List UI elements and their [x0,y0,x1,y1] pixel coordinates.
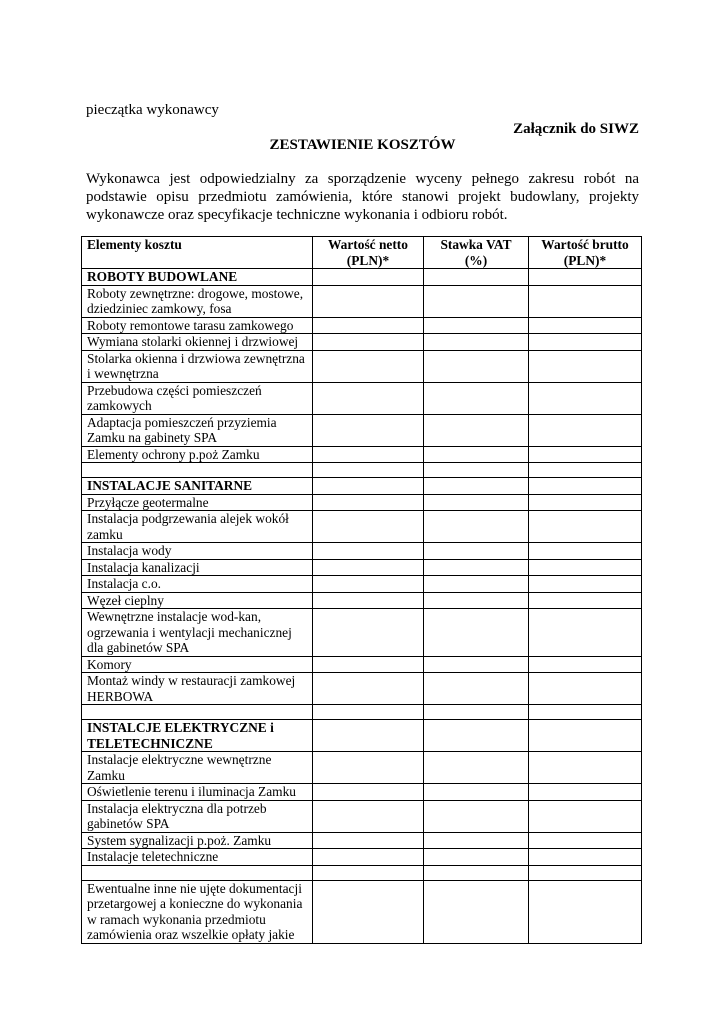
cost-element-cell [82,463,313,478]
table-row [82,350,642,382]
net-value-cell [313,800,424,832]
cost-element-cell: Instalacje teletechniczne [82,849,313,866]
net-value-cell [313,334,424,351]
vat-rate-cell [424,609,529,657]
gross-value-cell [529,494,642,511]
gross-value-cell [529,334,642,351]
column-header-cost-elements: Elementy kosztu [82,237,313,269]
table-row [82,576,642,593]
gross-value-cell [529,784,642,801]
vat-rate-cell [424,784,529,801]
gross-value-cell [529,463,642,478]
gross-value-cell [529,446,642,463]
net-value-cell [313,720,424,752]
table-row [82,543,642,560]
section-heading-cell: ROBOTY BUDOWLANE [82,269,313,286]
column-header-net-value: Wartość netto (PLN)* [313,237,424,269]
section-heading-cell: INSTALCJE ELEKTRYCZNE i TELETECHNICZNE [82,720,313,752]
cost-element-cell: Wymiana stolarki okiennej i drzwiowej [82,334,313,351]
net-value-cell [313,382,424,414]
gross-value-cell [529,382,642,414]
gross-value-cell [529,269,642,286]
table-row [82,752,642,784]
vat-rate-cell [424,478,529,495]
cost-element-cell: Adaptacja pomieszczeń przyziemia Zamku na gabinety SPA [82,414,313,446]
net-value-cell [313,784,424,801]
cost-element-cell: Instalacja podgrzewania alejek wokół zamku [82,511,313,543]
gross-value-cell [529,609,642,657]
vat-rate-cell [424,832,529,849]
net-value-cell [313,543,424,560]
cost-table-header [82,237,642,269]
table-row [82,849,642,866]
contractor-stamp-label: pieczątka wykonawcy [86,102,219,118]
cost-element-cell: Montaż windy w restauracji zamkowej HERBOWA [82,673,313,705]
table-row [82,334,642,351]
net-value-cell [313,559,424,576]
net-value-cell [313,592,424,609]
cost-element-cell: Roboty remontowe tarasu zamkowego [82,317,313,334]
net-value-cell [313,350,424,382]
net-value-cell [313,609,424,657]
gross-value-cell [529,559,642,576]
net-value-cell [313,414,424,446]
cost-element-cell: Instalacja elektryczna dla potrzeb gabinetów SPA [82,800,313,832]
table-row [82,592,642,609]
gross-value-cell [529,592,642,609]
cost-element-cell: Wewnętrzne instalacje wod-kan, ogrzewania i wentylacji mechanicznej dla gabinetów SPA [82,609,313,657]
cost-element-cell: Roboty zewnętrzne: drogowe, mostowe, dziedziniec zamkowy, fosa [82,285,313,317]
vat-rate-cell [424,382,529,414]
table-row [82,656,642,673]
vat-rate-cell [424,673,529,705]
table-row [82,784,642,801]
net-value-cell [313,705,424,720]
gross-value-cell [529,478,642,495]
net-value-cell [313,463,424,478]
cost-element-cell: Elementy ochrony p.poż Zamku [82,446,313,463]
gross-value-cell [529,800,642,832]
vat-rate-cell [424,494,529,511]
vat-rate-cell [424,334,529,351]
table-row [82,446,642,463]
gross-value-cell [529,880,642,943]
vat-rate-cell [424,720,529,752]
net-value-cell [313,576,424,593]
net-value-cell [313,478,424,495]
gross-value-cell [529,576,642,593]
vat-rate-cell [424,865,529,880]
cost-element-cell [82,705,313,720]
cost-element-cell: Przebudowa części pomieszczeń zamkowych [82,382,313,414]
gross-value-cell [529,285,642,317]
gross-value-cell [529,317,642,334]
table-row [82,382,642,414]
table-row [82,285,642,317]
cost-element-cell: Przyłącze geotermalne [82,494,313,511]
annex-label: Załącznik do SIWZ [513,121,639,137]
section-row [82,478,642,495]
vat-rate-cell [424,446,529,463]
cost-element-cell: Węzeł cieplny [82,592,313,609]
gross-value-cell [529,673,642,705]
cost-element-cell [82,865,313,880]
cost-element-cell: Oświetlenie terenu i iluminacja Zamku [82,784,313,801]
vat-rate-cell [424,705,529,720]
vat-rate-cell [424,592,529,609]
vat-rate-cell [424,880,529,943]
net-value-cell [313,865,424,880]
net-value-cell [313,494,424,511]
table-row [82,673,642,705]
intro-paragraph: Wykonawca jest odpowiedzialny za sporządzenie wyceny pełnego zakresu robót na podstawie opisu przedmiotu zamówienia, które stanowi projekt budowlany, projekty wykonawcze oraz specyfikacje techniczne wykonania i odbioru robót. [86,171,639,223]
table-row [82,880,642,943]
section-row [82,720,642,752]
table-row [82,494,642,511]
vat-rate-cell [424,269,529,286]
column-header-vat-rate: Stawka VAT (%) [424,237,529,269]
vat-rate-cell [424,285,529,317]
gross-value-cell [529,350,642,382]
table-row [82,609,642,657]
net-value-cell [313,511,424,543]
vat-rate-cell [424,414,529,446]
net-value-cell [313,880,424,943]
net-value-cell [313,673,424,705]
table-row [82,559,642,576]
table-row [82,414,642,446]
gross-value-cell [529,832,642,849]
gross-value-cell [529,543,642,560]
vat-rate-cell [424,752,529,784]
net-value-cell [313,446,424,463]
gross-value-cell [529,414,642,446]
cost-element-cell: Instalacja kanalizacji [82,559,313,576]
gross-value-cell [529,849,642,866]
gross-value-cell [529,752,642,784]
net-value-cell [313,269,424,286]
table-row [82,317,642,334]
column-header-gross-value: Wartość brutto (PLN)* [529,237,642,269]
gross-value-cell [529,656,642,673]
vat-rate-cell [424,511,529,543]
vat-rate-cell [424,849,529,866]
vat-rate-cell [424,317,529,334]
table-row [82,800,642,832]
gross-value-cell [529,511,642,543]
gross-value-cell [529,865,642,880]
cost-table-body [82,269,642,944]
vat-rate-cell [424,800,529,832]
vat-rate-cell [424,350,529,382]
net-value-cell [313,285,424,317]
cost-element-cell: Instalacja c.o. [82,576,313,593]
gross-value-cell [529,705,642,720]
cost-element-cell: Komory [82,656,313,673]
cost-element-cell: Ewentualne inne nie ujęte dokumentacji przetargowej a konieczne do wykonania w ramach wykonania przedmiotu zamówienia oraz wszelkie opłaty jakie [82,880,313,943]
net-value-cell [313,317,424,334]
vat-rate-cell [424,559,529,576]
table-row [82,832,642,849]
net-value-cell [313,849,424,866]
spacer-row [82,705,642,720]
spacer-row [82,865,642,880]
section-row [82,269,642,286]
section-heading-cell: INSTALACJE SANITARNE [82,478,313,495]
gross-value-cell [529,720,642,752]
table-row [82,511,642,543]
spacer-row [82,463,642,478]
cost-element-cell: Instalacja wody [82,543,313,560]
vat-rate-cell [424,463,529,478]
cost-table [81,236,642,944]
vat-rate-cell [424,543,529,560]
net-value-cell [313,832,424,849]
cost-element-cell: Stolarka okienna i drzwiowa zewnętrzna i wewnętrzna [82,350,313,382]
cost-element-cell: Instalacje elektryczne wewnętrzne Zamku [82,752,313,784]
cost-element-cell: System sygnalizacji p.poż. Zamku [82,832,313,849]
net-value-cell [313,752,424,784]
net-value-cell [313,656,424,673]
page-title: ZESTAWIENIE KOSZTÓW [269,137,456,153]
vat-rate-cell [424,656,529,673]
vat-rate-cell [424,576,529,593]
